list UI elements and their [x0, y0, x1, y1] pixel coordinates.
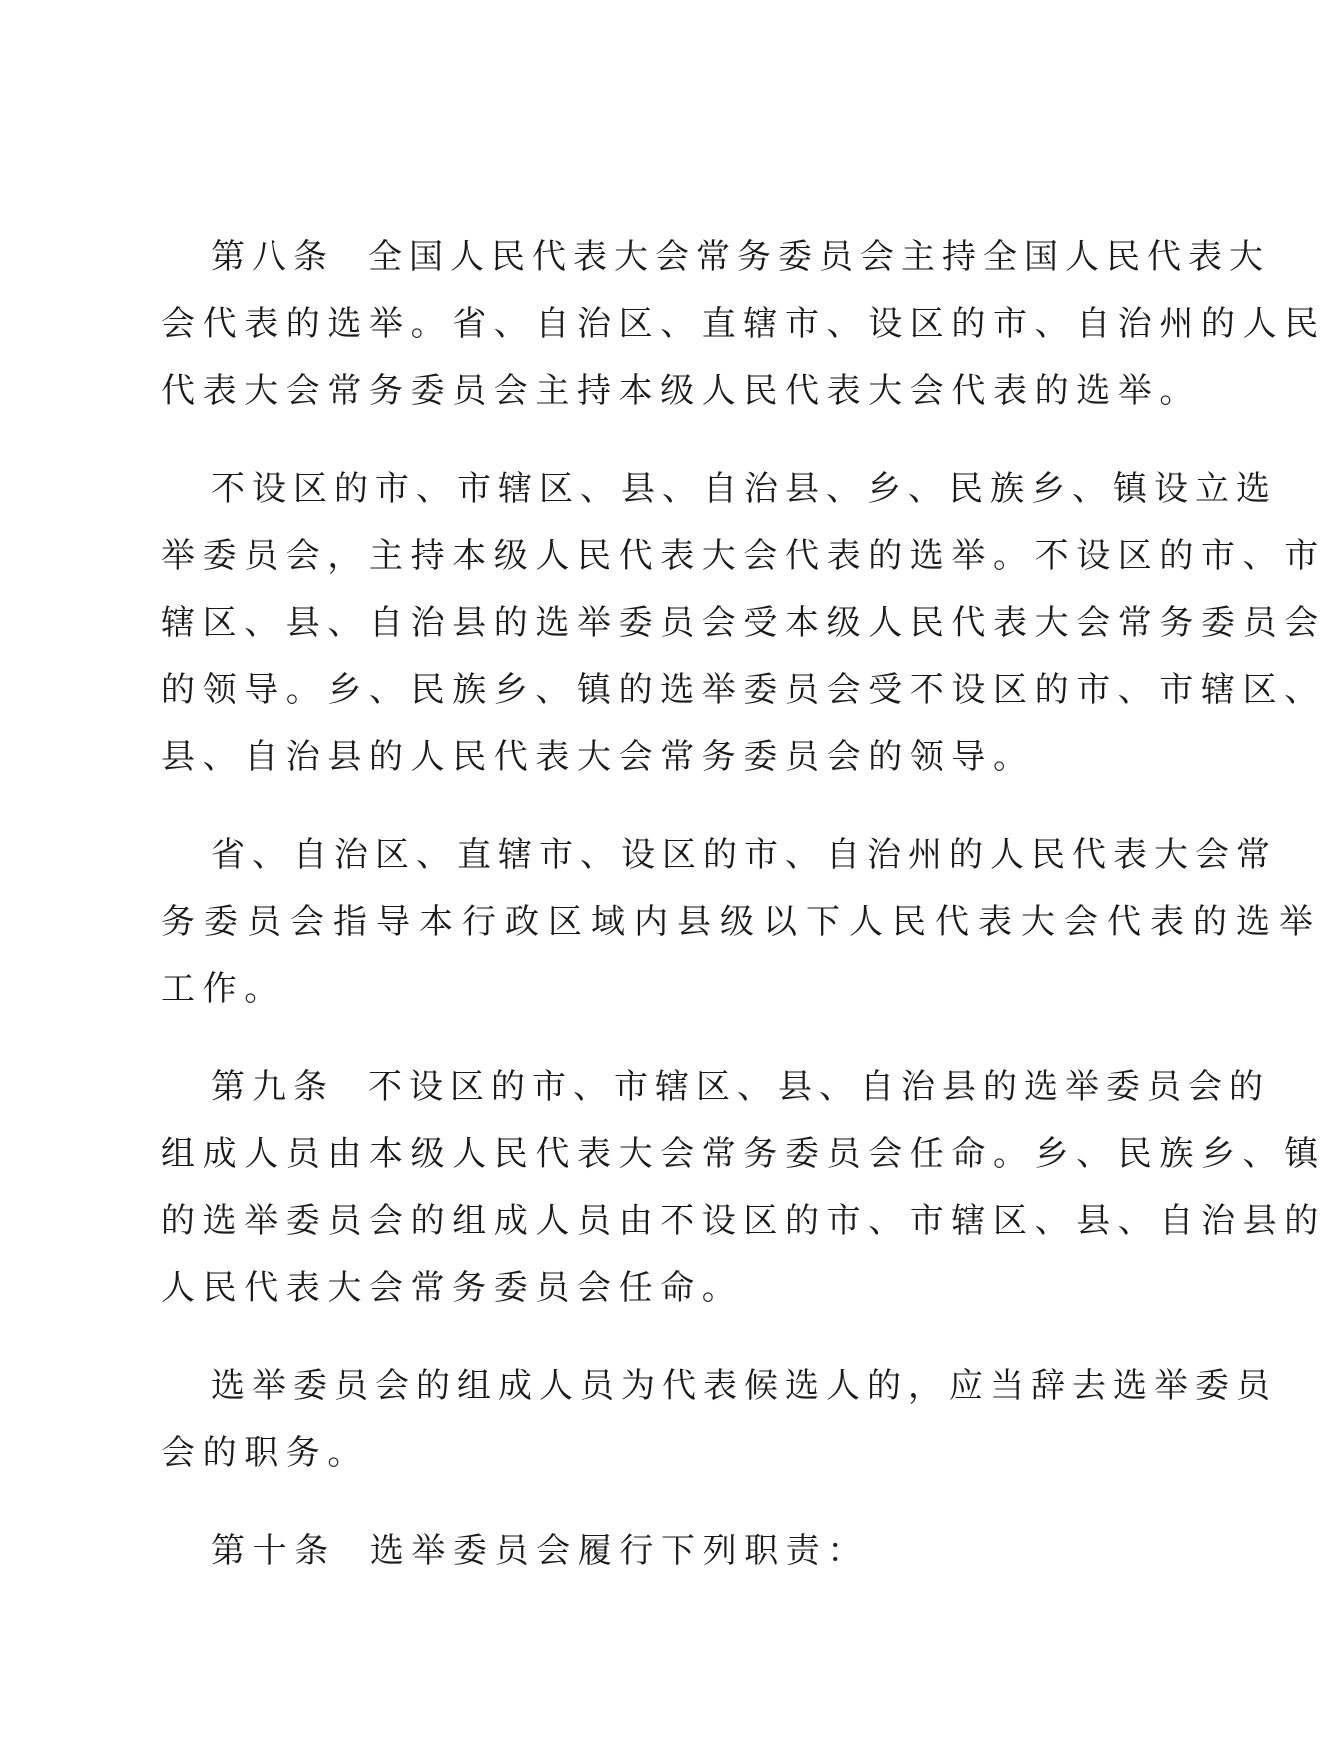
text-line: 省、自治区、直辖市、设区的市、自治州的人民代表大会常 — [211, 835, 1277, 875]
paragraph-article-8 — [161, 224, 1326, 425]
text-line: 辖区、县、自治县的选举委员会受本级人民代表大会常务委员会 — [161, 603, 1326, 643]
text-line: 会的职务。 — [161, 1433, 369, 1473]
text-line: 的选举委员会的组成人员由不设区的市、市辖区、县、自治县的 — [161, 1201, 1326, 1241]
text-line: 第九条 不设区的市、市辖区、县、自治县的选举委员会的 — [211, 1067, 1270, 1107]
paragraph — [161, 456, 1326, 791]
article-number: 第八条 — [211, 237, 334, 277]
text-line: 第十条 选举委员会履行下列职责： — [211, 1531, 870, 1571]
text-line: 工作。 — [161, 969, 286, 1009]
paragraph — [161, 1353, 1277, 1487]
document-body — [161, 224, 1326, 1616]
text-line: 县、自治县的人民代表大会常务委员会的领导。 — [161, 737, 1035, 777]
text-line: 务委员会指导本行政区域内县级以下人民代表大会代表的选举 — [161, 902, 1322, 942]
paragraph-article-9 — [161, 1054, 1326, 1322]
article-number: 第九条 — [211, 1067, 334, 1107]
text-line: 代表大会常务委员会主持本级人民代表大会代表的选举。 — [161, 371, 1201, 411]
article-number: 第十条 — [211, 1531, 336, 1571]
text-line: 不设区的市、市辖区、县、自治县、乡、民族乡、镇设立选 — [211, 469, 1277, 509]
text-line: 的领导。乡、民族乡、镇的选举委员会受不设区的市、市辖区、 — [161, 670, 1326, 710]
text-line: 人民代表大会常务委员会任命。 — [161, 1268, 744, 1308]
text-line: 第八条 全国人民代表大会常务委员会主持全国人民代表大 — [211, 237, 1270, 277]
paragraph — [161, 822, 1322, 1023]
text-line: 会代表的选举。省、自治区、直辖市、设区的市、自治州的人民 — [161, 304, 1326, 344]
text-line: 组成人员由本级人民代表大会常务委员会任命。乡、民族乡、镇 — [161, 1134, 1326, 1174]
text-line: 举委员会，主持本级人民代表大会代表的选举。不设区的市、市 — [161, 536, 1326, 576]
paragraph-article-10 — [161, 1518, 1081, 1585]
text-line: 选举委员会的组成人员为代表候选人的，应当辞去选举委员 — [211, 1366, 1277, 1406]
